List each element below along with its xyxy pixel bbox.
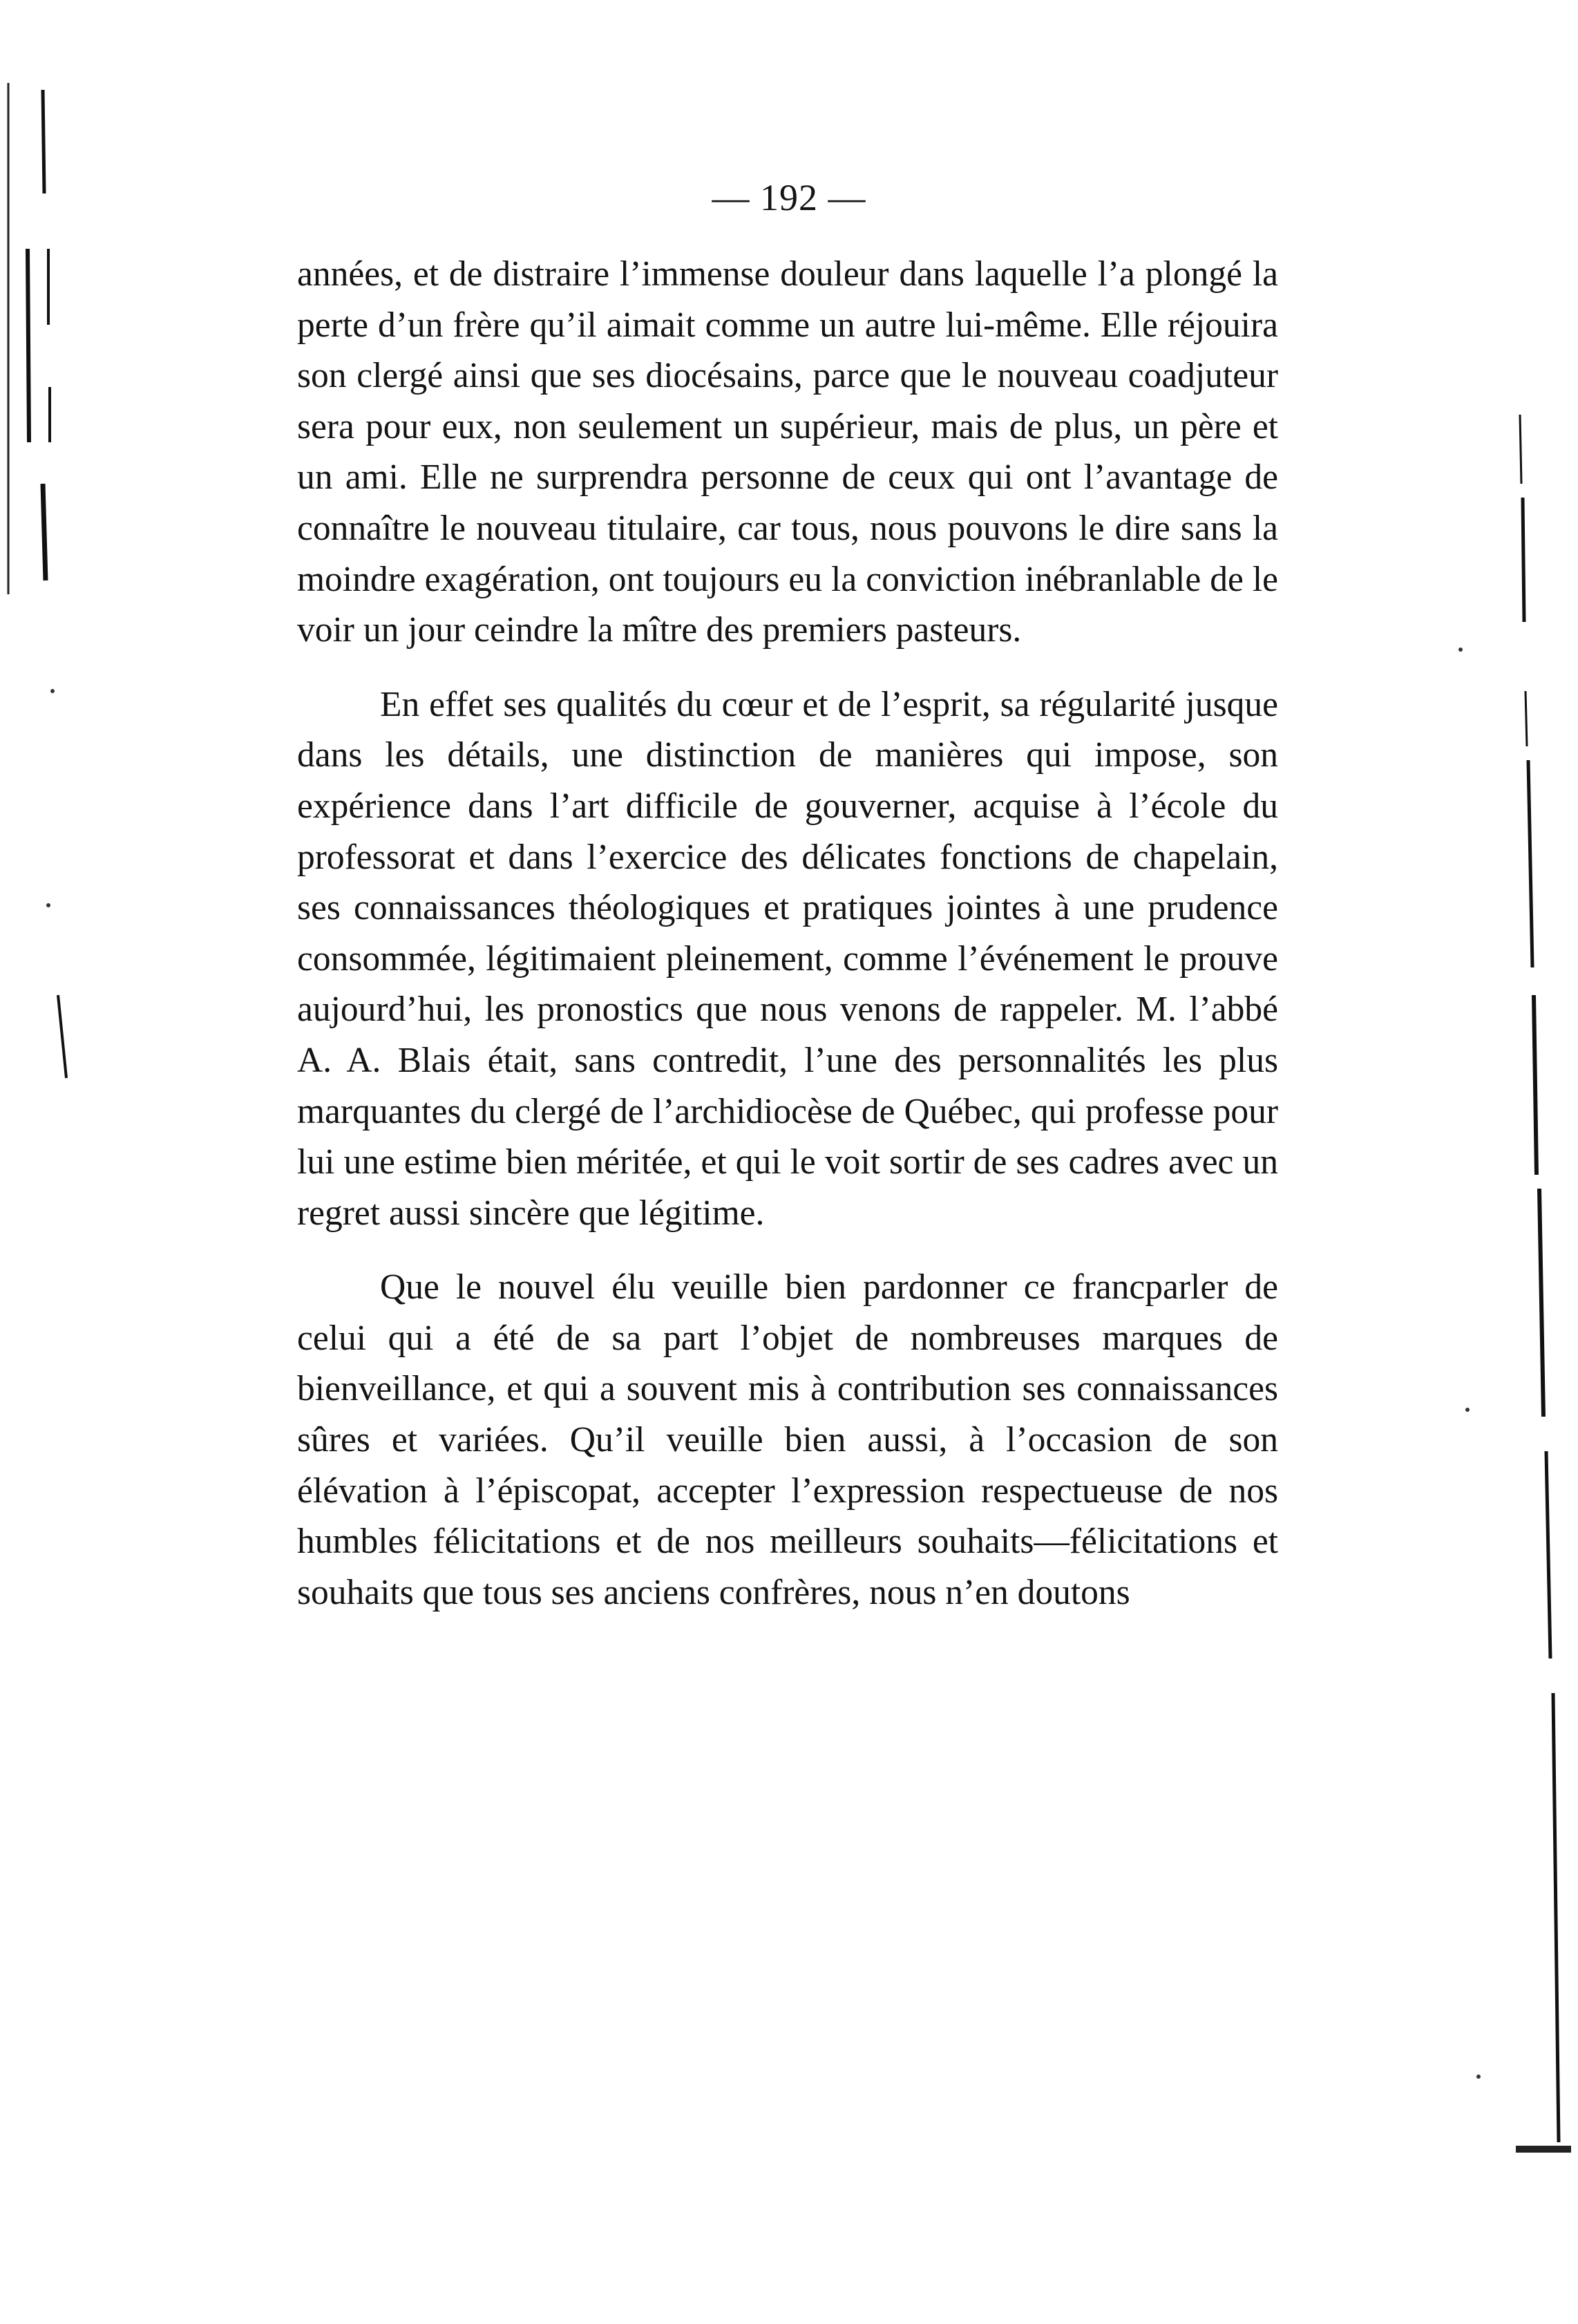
left-binding-edge	[0, 0, 76, 2324]
paragraph-1: années, et de distraire l’immense douleur dans laquelle l’a plongé la perte d’un frère qu’il aimait comme un autre lui-même. Elle réjouira son clergé ainsi que ses diocésains, parce que le nouveau coadjuteur sera pour eux, non seulement un supérieur, mais de plus, un père et un ami. Elle ne surprendra personne de ceux qui ont l’avantage de connaître le nouveau titulaire, car tous, nous pouvons le dire sans la moindre exagération, ont toujours eu la conviction inébranlable de le voir un jour ceindre la mître des premiers pasteurs.	[297, 254, 1278, 650]
body-text	[297, 249, 1278, 1618]
paragraph-3: Que le nouvel élu veuille bien pardonner ce francparler de celui qui a été de sa part l’objet de nombreuses marques de bienveillance, et qui a souvent mis à contribution ses connaissances sûres et variées. Qu’il veuille bien aussi, à l’occasion de son élévation à l’épiscopat, accepter l’expression respectueuse de nos humbles félicitations et de nos meilleurs souhaits—félicitations et souhaits que tous ses anciens confrères, nous n’en doutons	[297, 1267, 1278, 1612]
page-number: — 192 —	[712, 177, 866, 218]
paragraph-2: En effet ses qualités du cœur et de l’esprit, sa régularité jusque dans les détails, une distinction de manières qui impose, son expérience dans l’art difficile de gouverner, acquise à l’école du professorat et dans l’exercice des délicates fonctions de chapelain, ses connaissances théologiques et pratiques jointes à une prudence consommée, légitimaient pleinement, comme l’événement le prouve aujourd’hui, les pronostics que nous venons de rappeler. M. l’abbé A. A. Blais était, sans contredit, l’une des personnalités les plus marquantes du clergé de l’archidiocèse de Québec, qui professe pour lui une estime bien méritée, et qui le voit sortir de ses cadres avec un regret aussi sincère que légitime.	[297, 684, 1278, 1233]
right-binding-edge	[1440, 0, 1578, 2324]
